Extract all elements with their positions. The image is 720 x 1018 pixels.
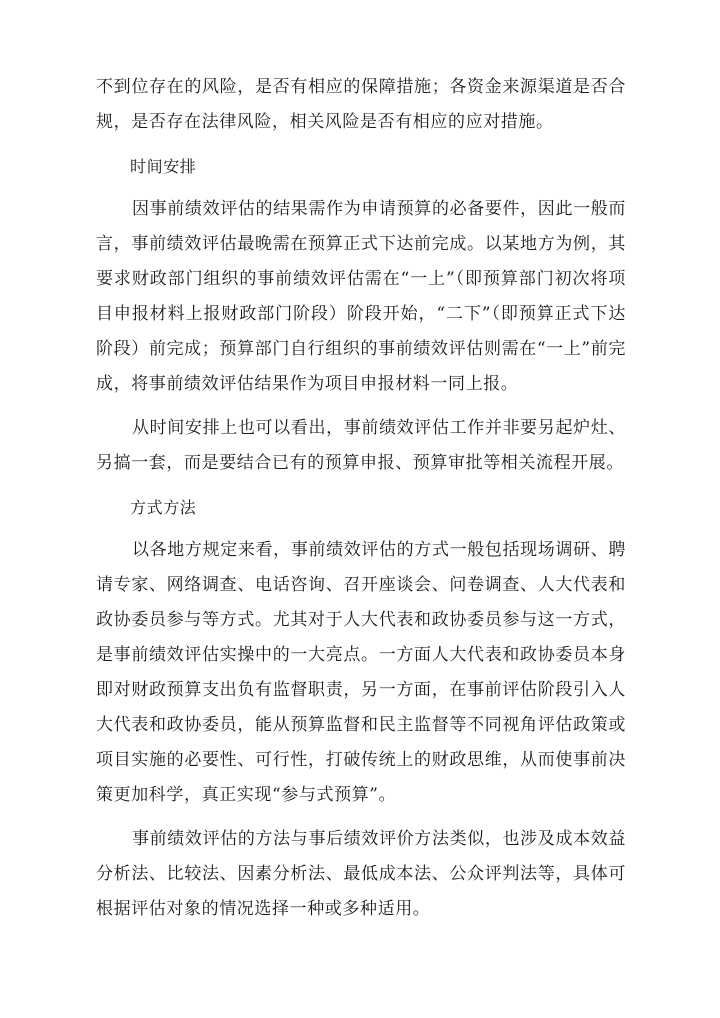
paragraph-time-schedule: 因事前绩效评估的结果需作为申请预算的必备要件，因此一般而言，事前绩效评估最晚需在预算正式下达前完成。以某地方为例，其要求财政部门组织的事前绩效评估需在“一上”（即预算部门初次将项目申报材料上报财政部门阶段）阶段开始，“二下”（即预算正式下达阶段）前完成；预算部门自行组织的事前绩效评估则需在“一上”前完成，将事前绩效评估结果作为项目申报材料一同上报。	[96, 199, 626, 394]
document-page	[96, 70, 626, 931]
paragraph-methods: 以各地方规定来看，事前绩效评估的方式一般包括现场调研、聘请专家、网络调查、电话咨询、召开座谈会、问卷调查、人大代表和政协委员参与等方式。尤其对于人大代表和政协委员参与这一方式，是事前绩效评估实操中的一大亮点。一方面人大代表和政协委员本身即对财政预算支出负有监督职责，另一方面，在事前评估阶段引入人大代表和政协委员，能从预算监督和民主监督等不同视角评估政策或项目实施的必要性、可行性，打破传统上的财政思维，从而使事前决策更加科学，真正实现“参与式预算”。	[96, 540, 626, 805]
section-heading-time-schedule: 时间安排	[130, 157, 197, 176]
section-heading-methods: 方式方法	[130, 498, 197, 517]
paragraph-methods-analysis: 事前绩效评估的方法与事后绩效评价方法类似，也涉及成本效益分析法、比较法、因素分析法、最低成本法、公众评判法等，具体可根据评估对象的情况选择一种或多种适用。	[96, 829, 626, 919]
paragraph-time-schedule-note: 从时间安排上也可以看出，事前绩效评估工作并非要另起炉灶、另搞一套，而是要结合已有的预算申报、预算审批等相关流程开展。	[96, 418, 626, 473]
paragraph-risk-continuation: 不到位存在的风险，是否有相应的保障措施；各资金来源渠道是否合规，是否存在法律风险，相关风险是否有相应的应对措施。	[96, 77, 626, 132]
